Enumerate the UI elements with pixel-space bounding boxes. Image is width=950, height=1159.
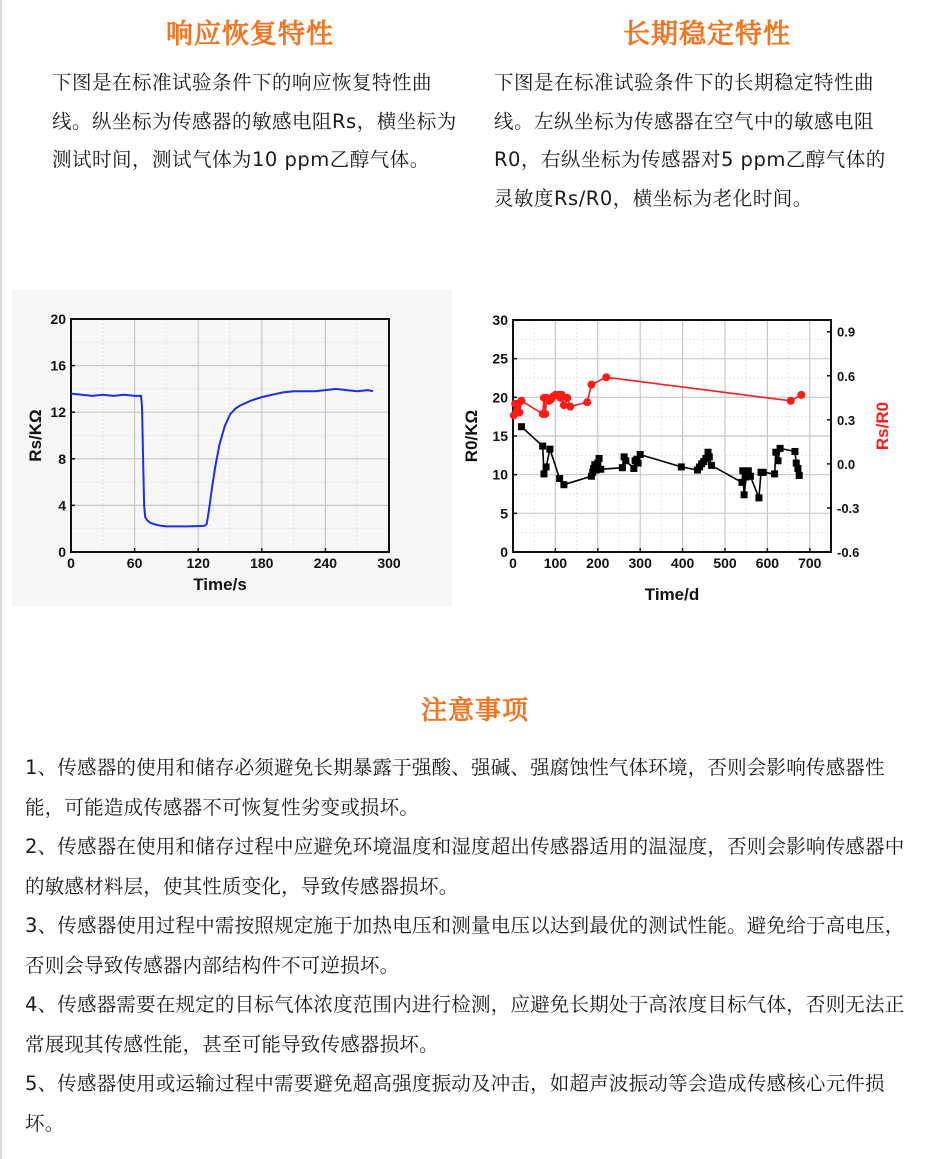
sensitivity-marker — [515, 409, 523, 417]
sensitivity-marker — [517, 397, 525, 405]
y2-tick-label: 0.0 — [837, 456, 856, 472]
x-tick-label: 0 — [509, 555, 517, 571]
y2-tick-label: 0.9 — [837, 324, 856, 340]
r0-marker — [794, 465, 801, 472]
r0-marker — [622, 457, 629, 464]
r0-marker — [543, 463, 550, 470]
x-tick-label: 700 — [798, 555, 822, 571]
response-description: 下图是在标准试验条件下的响应恢复特性曲线。纵坐标为传感器的敏感电阻Rs，横坐标为测试时间，测试气体为10 ppm乙醇气体。 — [52, 71, 457, 171]
r0-marker — [619, 464, 626, 471]
y2-tick-label: 0.3 — [837, 412, 856, 428]
note-item-4: 4、传感器需要在规定的目标气体浓度范围内进行检测，应避免长期处于高浓度目标气体，否则无法正常展现其传感性能，甚至可能导致传感器损坏。 — [25, 993, 905, 1056]
y-tick-label: 15 — [492, 428, 508, 444]
notes-section-title: 注意事项 — [420, 696, 529, 726]
r0-marker — [791, 448, 798, 455]
r0-marker — [755, 494, 762, 501]
stability-description: 下图是在标准试验条件下的长期稳定特性曲线。左纵坐标为传感器在空气中的敏感电阻R0，右纵坐标为传感器对5 ppm乙醇气体的灵敏度Rs/R0，横坐标为老化时间。 — [494, 71, 886, 210]
r0-marker — [518, 423, 525, 430]
response-section-title: 响应恢复特性 — [166, 19, 334, 50]
x-tick-label: 180 — [250, 555, 274, 571]
y-axis-label: R0/KΩ — [462, 409, 481, 463]
y-tick-label: 8 — [58, 450, 66, 467]
y-tick-label: 30 — [492, 312, 508, 328]
y-tick-label: 5 — [500, 505, 508, 522]
r0-marker — [706, 453, 713, 460]
y-tick-label: 16 — [50, 357, 66, 374]
y-tick-label: 20 — [492, 389, 508, 406]
y2-axis-label: Rs/R0 — [873, 401, 892, 451]
x-tick-label: 0 — [67, 555, 75, 571]
r0-marker — [777, 445, 784, 452]
x-tick-label: 300 — [628, 555, 652, 571]
x-axis-label: Time/d — [644, 585, 700, 604]
r0-marker — [596, 455, 603, 462]
r0-marker — [775, 457, 782, 464]
r0-marker — [747, 473, 754, 480]
note-item-5: 5、传感器使用或运输过程中需要避免超高强度振动及冲击，如超声波振动等会造成传感核心元件损坏。 — [25, 1072, 885, 1135]
sensitivity-marker — [797, 391, 805, 399]
sensitivity-marker — [602, 373, 610, 381]
response-recovery-chart — [12, 290, 452, 606]
y-tick-label: 10 — [492, 466, 508, 483]
r0-marker — [556, 475, 563, 482]
sensitivity-marker — [541, 410, 549, 418]
r0-marker — [597, 466, 604, 473]
response-recovery-plot — [12, 290, 452, 606]
r0-marker — [678, 463, 685, 470]
r0-marker — [539, 443, 546, 450]
r0-marker — [540, 470, 547, 477]
y2-tick-label: -0.3 — [837, 500, 860, 516]
r0-marker — [560, 481, 567, 488]
y2-tick-label: 0.6 — [837, 368, 856, 384]
r0-marker — [796, 472, 803, 479]
r0-marker — [708, 462, 715, 469]
r0-marker — [771, 470, 778, 477]
y-tick-label: 25 — [492, 350, 508, 367]
x-tick-label: 240 — [313, 555, 338, 571]
note-item-2: 2、传感器在使用和储存过程中应避免环境温度和湿度超出传感器适用的温湿度，否则会影响传感器中的敏感材料层，使其性质变化，导致传感器损坏。 — [25, 835, 905, 898]
r0-marker — [741, 491, 748, 498]
x-tick-label: 200 — [586, 555, 610, 571]
y-tick-label: 20 — [50, 311, 66, 327]
x-tick-label: 120 — [186, 555, 210, 571]
y-tick-label: 0 — [58, 544, 66, 560]
r0-marker — [546, 446, 553, 453]
y2-tick-label: -0.6 — [837, 545, 860, 560]
y-tick-label: 4 — [58, 497, 66, 514]
note-item-1: 1、传感器的使用和储存必须避免长期暴露于强酸、强碱、强腐蚀性气体环境，否则会影响传感器性能，可能造成传感器不可恢复性劣变或损坏。 — [25, 756, 885, 819]
sensitivity-marker — [563, 394, 571, 402]
page-left-border — [0, 0, 2, 1159]
stability-section-title: 长期稳定特性 — [623, 19, 791, 50]
x-tick-label: 60 — [126, 555, 143, 571]
sensitivity-marker — [566, 403, 574, 411]
note-item-3: 3、传感器使用过程中需按照规定施于加热电压和测量电压以达到最优的测试性能。避免给于高电压，否则会导致传感器内部结构件不可逆损坏。 — [25, 914, 905, 977]
x-axis-label: Time/s — [193, 575, 247, 594]
y-tick-label: 0 — [500, 544, 508, 560]
sensitivity-marker — [787, 397, 795, 405]
y-axis-label: Rs/KΩ — [26, 409, 45, 462]
notes-list — [25, 748, 905, 1143]
r0-marker — [637, 451, 644, 458]
long-term-stability-plot — [455, 300, 905, 610]
x-tick-label: 400 — [670, 555, 695, 571]
r0-marker — [635, 460, 642, 467]
sensitivity-marker — [587, 381, 595, 389]
x-tick-label: 300 — [377, 555, 401, 571]
x-tick-label: 500 — [713, 555, 737, 571]
sensitivity-marker — [583, 398, 591, 406]
r0-marker — [760, 469, 767, 476]
y-tick-label: 12 — [50, 404, 66, 421]
x-tick-label: 100 — [543, 555, 568, 571]
x-tick-label: 600 — [755, 555, 780, 571]
long-term-stability-chart — [455, 300, 905, 610]
